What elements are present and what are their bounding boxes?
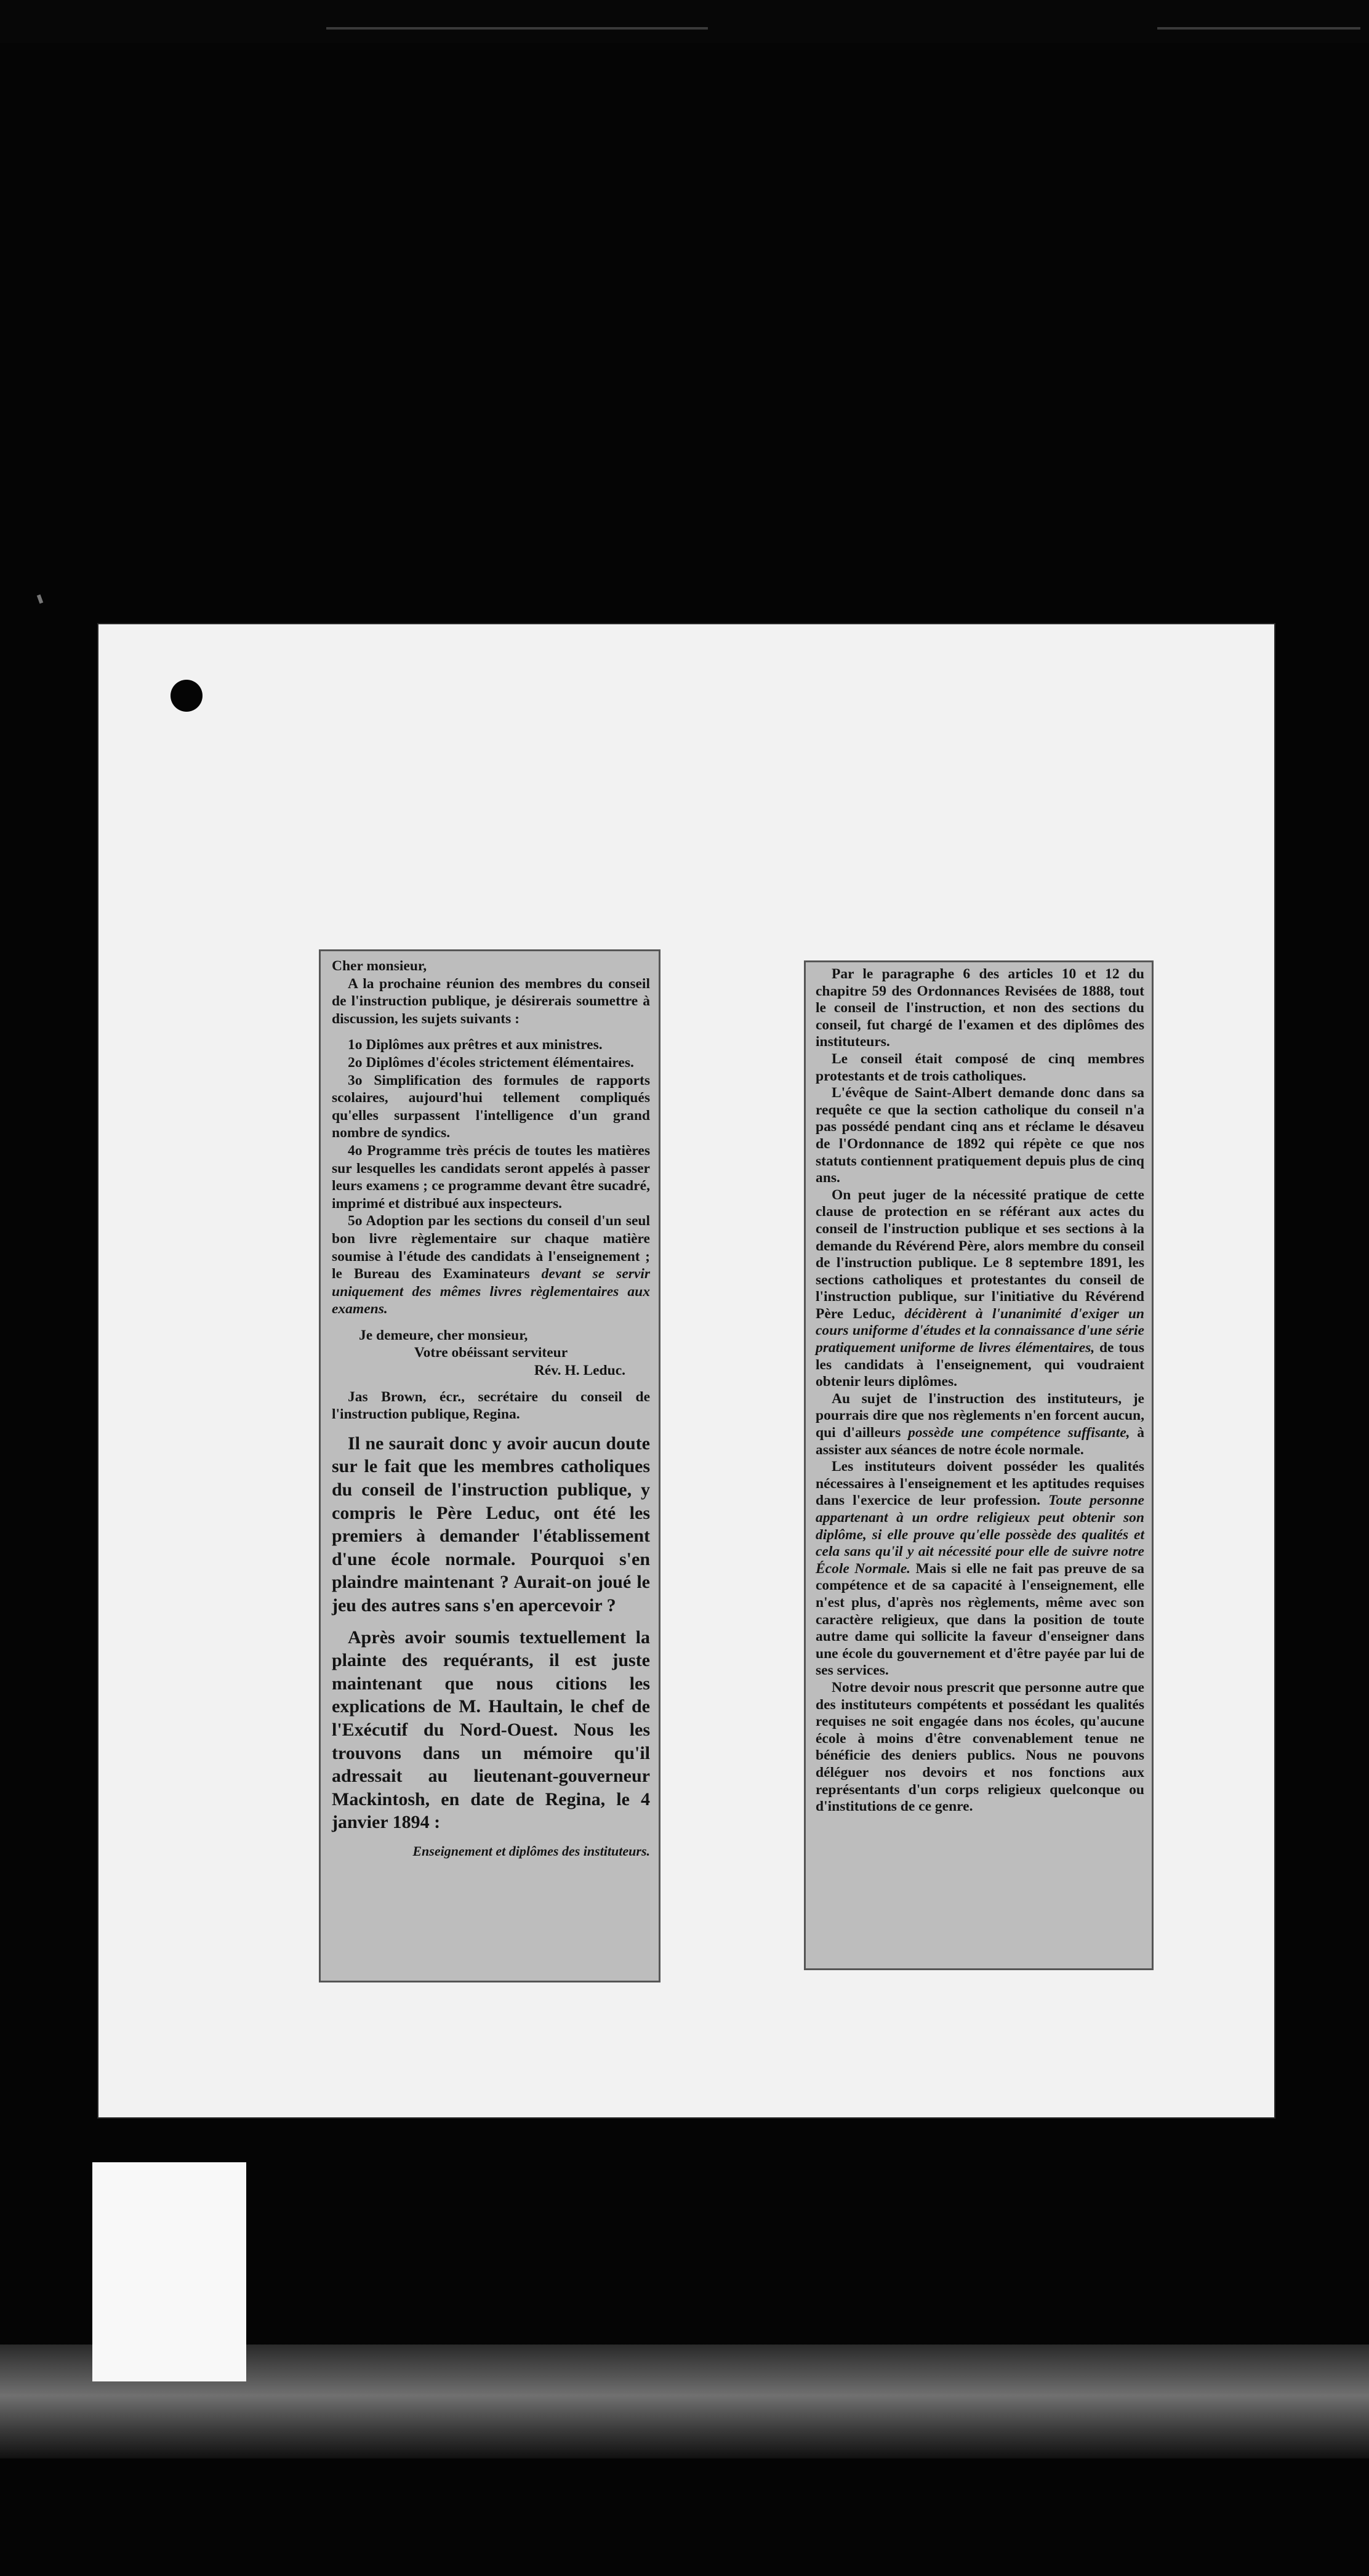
newspaper-clipping-right [804, 960, 1154, 1970]
servant-line: Votre obéissant serviteur [414, 1345, 568, 1361]
paragraph-text: Les instituteurs doivent posséder les qualités nécessaires à l'enseignement et les aptitudes requises dans l'exercice de leur profession. [816, 1459, 1144, 1509]
paragraph-italic: possède une compétence suffisante, [908, 1425, 1130, 1441]
list-item: 1o Diplômes aux prêtres et aux ministres. [348, 1037, 603, 1053]
list-item-italic: devant se servir uniquement des mêmes livres règlementaires aux examens. [332, 1266, 651, 1318]
commentary-paragraph: Il ne saurait donc y avoir aucun doute sur le fait que les membres catholiques du conseil de l'instruction publique, y compris le Père Leduc, ont été les premiers à demander l'établissement d'une école normale. Pourquoi s'en plaindre maintenant ? Aurait-on joué le jeu des autres sans s'en apercevoir ? [332, 1433, 650, 1616]
paragraph-text: Au sujet de l'instruction des instituteurs, je pourrais dire que nos règlements n'en forcent aucun, qui d'ailleurs [816, 1390, 1144, 1441]
paragraph: Notre devoir nous prescrit que personne autre que des instituteurs compétents et possédant les qualités requises ne soit engagée dans nos écoles, qu'aucune école à moins d'être convenablement tenue ne bénéficie des deniers publics. Nous ne pouvons déléguer nos devoirs et nos fonctions aux représentants d'un corps religieux quelconque ou d'institutions de ce genre. [816, 1679, 1144, 1815]
recipient: Jas Brown, écr., secrétaire du conseil de l'instruction publique, Regina. [332, 1388, 650, 1423]
film-strip-top [0, 0, 1369, 43]
list-item: 4o Programme très précis de toutes les matières sur lesquelles les candidats seront appelés à passer leurs examens ; ce programme devant être sucadré, imprimé et distribué aux inspecteurs. [332, 1142, 650, 1212]
newspaper-clipping-left [319, 949, 660, 1982]
commentary-paragraph: Après avoir soumis textuellement la plainte des requérants, il est juste maintenant que nous citions les explications de M. Haultain, le chef de l'Exécutif du Nord-Ouest. Nous les trouvons dans un mémoire qu'il adressait au lieutenant-gouverneur Mackintosh, en date de Regina, le 4 janvier 1894 : [332, 1627, 650, 1833]
paragraph-text: à assister aux séances de notre école normale. [816, 1425, 1145, 1458]
paragraph [816, 1391, 1144, 1459]
signature: Rév. H. Leduc. [534, 1362, 625, 1379]
paragraph [816, 1187, 1144, 1391]
paragraph [816, 1459, 1144, 1680]
film-scratch [326, 27, 708, 30]
document-page [98, 624, 1274, 2117]
punch-hole [171, 680, 203, 712]
paragraph-text: On peut juger de la nécessité pratique de cette clause de protection en se référant aux actes du conseil de l'instruction publique et ses sections à la demande du Révérend Père, alors membre du conseil de l'instruction publique. Le 8 septembre 1891, les sections catholiques et protestantes du conseil de l'instruction publique, sur l'initiative du Révérend Père Leduc, [816, 1186, 1144, 1322]
film-label-blank [92, 2162, 246, 2381]
list-item [332, 1212, 650, 1318]
list-item-text: 5o Adoption par les sections du conseil d'un seul bon livre règlementaire sur chaque matière soumise à l'étude des candidats à l'enseignement ; le Bureau des Examinateurs [332, 1213, 650, 1282]
letter-intro: A la prochaine réunion des membres du conseil de l'instruction publique, je désirerais soumettre à discussion, les sujets suivants : [332, 975, 650, 1027]
paragraph-text: Mais si elle ne fait pas preuve de sa compétence et de sa capacité à l'enseignement, elle n'est plus, d'après nos règlements, même avec son caractère religieux, que dans la position de toute autre dame qui sollicite la faveur d'enseigner dans une école du gouvernement et d'être payée par lui de ses services. [816, 1560, 1145, 1679]
list-item: 3o Simplification des formules de rapports scolaires, aujourd'hui tellement compliqués qu'elles surpassent l'intelligence d'un grand nombre de syndics. [332, 1072, 650, 1141]
registration-mark [37, 594, 43, 603]
paragraph: Par le paragraphe 6 des articles 10 et 12 du chapitre 59 des Ordonnances Revisées de 1888, tout le conseil de l'instruction, et non des sections du conseil, fut chargé de l'examen et des diplômes des instituteurs. [816, 966, 1144, 1050]
list-item: 2o Diplômes d'écoles strictement élémentaires. [348, 1054, 634, 1071]
clipping-caption: Enseignement et diplômes des instituteurs. [412, 1843, 650, 1859]
paragraph-text: de tous les candidats à l'enseignement, qui voudraient obtenir leurs diplômes. [816, 1340, 1145, 1390]
paragraph: L'évêque de Saint-Albert demande donc dans sa requête ce que la section catholique du conseil n'a pas possédé pendant cinq ans et réclame le désaveu de l'Ordonnance de 1892 qui répète ce que nos statuts contiennent pratiquement depuis plus de cinq ans. [816, 1085, 1144, 1186]
closing: Je demeure, cher monsieur, [359, 1327, 528, 1343]
paragraph-italic: décidèrent à l'unanimité d'exiger un cours uniforme d'études et la connaissance d'une série pratiquement uniforme de livres élémentaires, [816, 1305, 1145, 1356]
salutation: Cher monsieur, [332, 958, 427, 974]
paragraph: Le conseil était composé de cinq membres protestants et de trois catholiques. [816, 1050, 1144, 1084]
film-scratch [1157, 27, 1360, 30]
paragraph-italic: Toute personne appartenant à un ordre religieux peut obtenir son diplôme, si elle prouve qu'elle possède des qualités et cela sans qu'il y ait nécessité pour elle de suivre notre École Normale. [816, 1492, 1144, 1577]
